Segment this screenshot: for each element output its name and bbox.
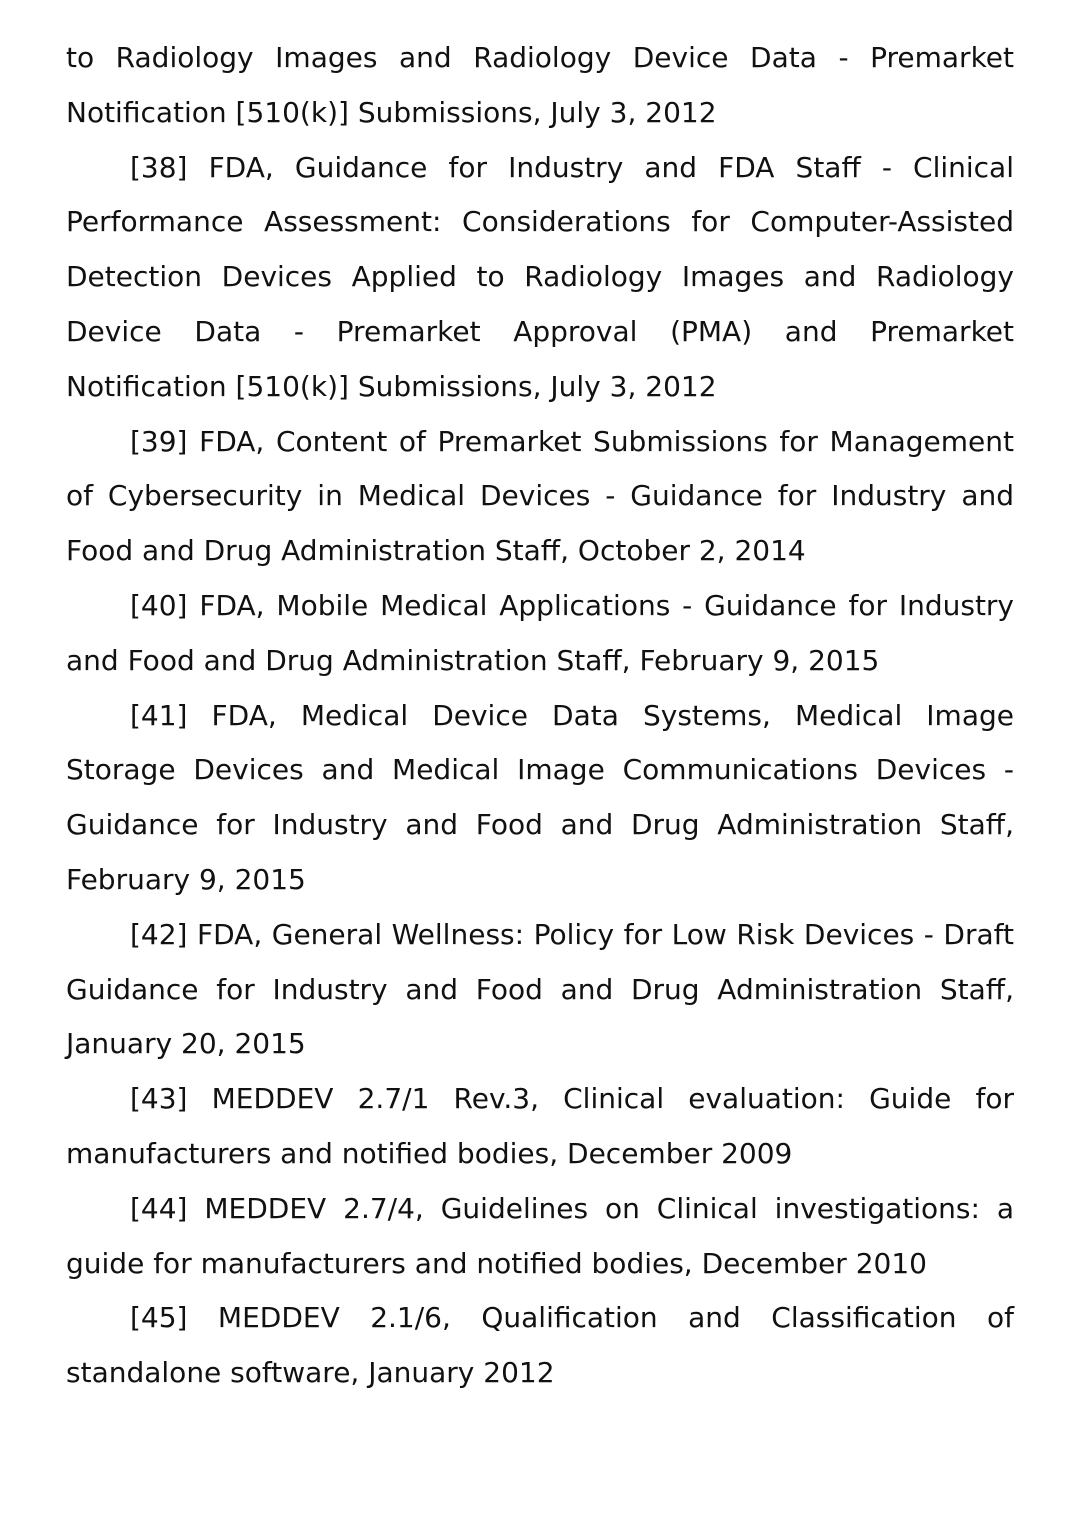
reference-39: [39] FDA, Content of Premarket Submissions for Management of Cybersecurity in Medical Devices - Guidance for Industry and Food and Drug Administration Staff, October 2, 2014 bbox=[66, 424, 1014, 568]
reference-42: [42] FDA, General Wellness: Policy for Low Risk Devices - Draft Guidance for Industry and Food and Drug Administration Staff, January 20, 2015 bbox=[66, 917, 1014, 1061]
reference-38: [38] FDA, Guidance for Industry and FDA Staff - Clinical Performance Assessment: Considerations for Computer-Assisted Detection Devices Applied to Radiology Images and Radiology Device Data - Premarket Approval (PMA) and Premarket Notification [510(k)] Submissions, July 3, 2012 bbox=[66, 150, 1014, 403]
reference-continuation: to Radiology Images and Radiology Device Data - Premarket Notification [510(k)] Submissions, July 3, 2012 bbox=[66, 41, 1014, 129]
reference-41: [41] FDA, Medical Device Data Systems, Medical Image Storage Devices and Medical Image Communications Devices - Guidance for Industry and Food and Drug Administration Staff, February 9, 2015 bbox=[66, 698, 1014, 896]
reference-44: [44] MEDDEV 2.7/4, Guidelines on Clinical investigations: a guide for manufacturers and notified bodies, December 2010 bbox=[66, 1191, 1014, 1280]
reference-list bbox=[66, 31, 1014, 1401]
reference-43: [43] MEDDEV 2.7/1 Rev.3, Clinical evaluation: Guide for manufacturers and notified bodies, December 2009 bbox=[66, 1082, 1014, 1170]
reference-45: [45] MEDDEV 2.1/6, Qualification and Classification of standalone software, January 2012 bbox=[66, 1301, 1014, 1390]
reference-40: [40] FDA, Mobile Medical Applications - Guidance for Industry and Food and Drug Administration Staff, February 9, 2015 bbox=[66, 588, 1014, 677]
